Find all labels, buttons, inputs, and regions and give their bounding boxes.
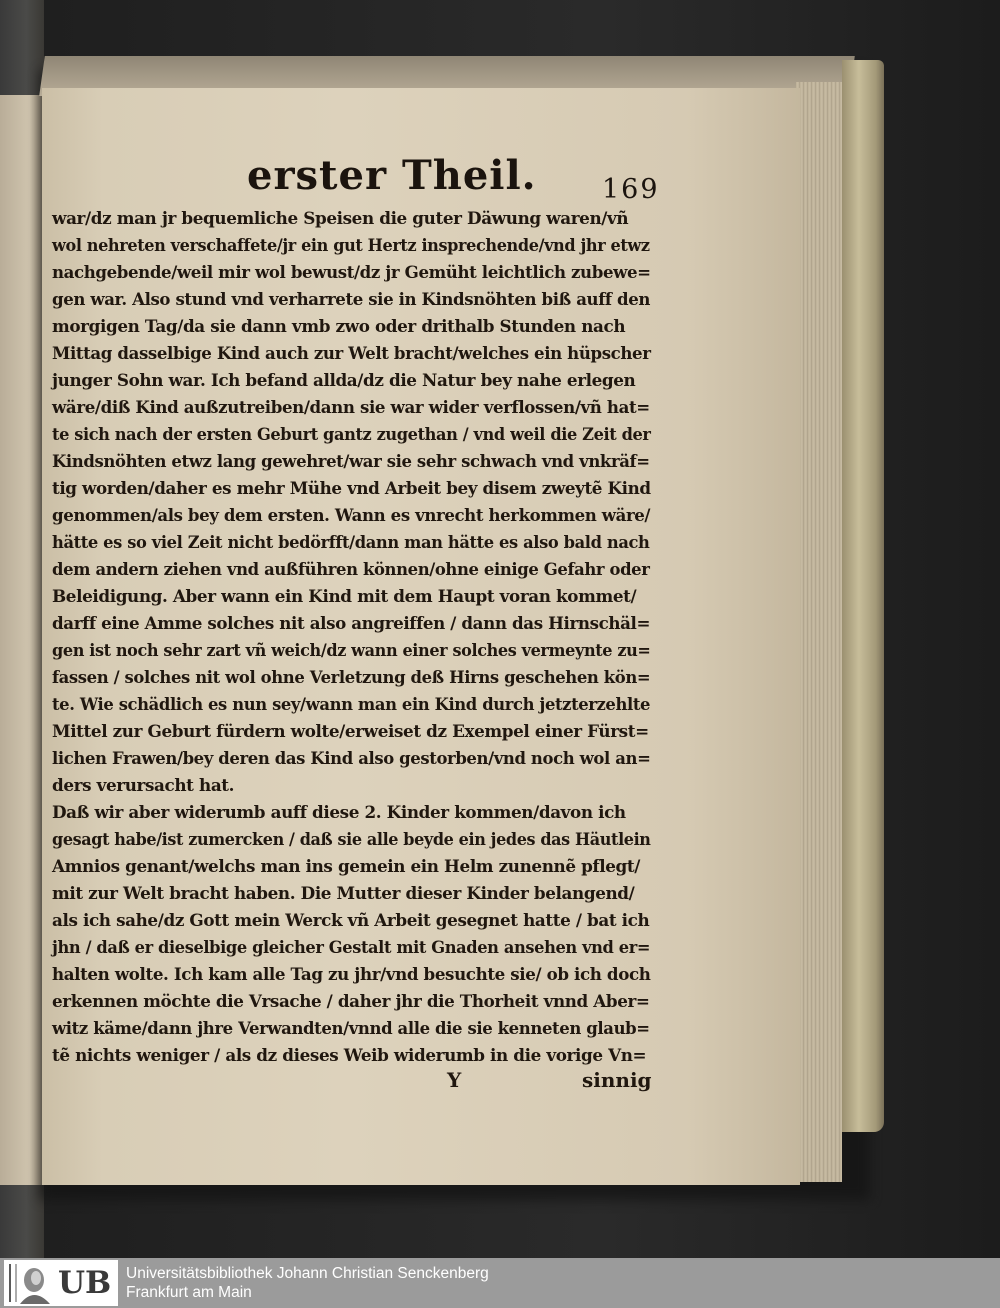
running-head: erster Theil. [247, 152, 537, 199]
text-line: tig worden/daher es mehr Mühe vnd Arbeit bey disem zweytẽ Kind [52, 479, 651, 499]
text-line: wäre/diß Kind außzutreiben/dann sie war wider verflossen/vñ hat= [52, 398, 650, 418]
text-line: als ich sahe/dz Gott mein Werck vñ Arbeit gesegnet hatte / bat ich [52, 911, 650, 931]
text-line: gen war. Also stund vnd verharrete sie in Kindsnöhten biß auff den [52, 290, 651, 310]
text-line: Amnios genant/welchs man ins gemein ein Helm zunennẽ pflegt/ [52, 857, 640, 877]
text-line: dem andern ziehen vnd außführen können/ohne einige Gefahr oder [52, 560, 650, 580]
text-line: erkennen möchte die Vrsache / daher jhr die Thorheit vnnd Aber= [52, 992, 650, 1012]
text-line: Mittag dasselbige Kind auch zur Welt bracht/welches ein hüpscher [52, 344, 651, 364]
text-line: Beleidigung. Aber wann ein Kind mit dem Haupt voran kommet/ [52, 587, 637, 607]
page-footer-line [52, 1068, 652, 1098]
text-line: witz käme/dann jhre Verwandten/vnnd alle die sie kenneten glaub= [52, 1019, 650, 1039]
library-name-line2: Frankfurt am Main [126, 1284, 252, 1301]
library-footer [0, 1258, 1000, 1308]
text-line: gesagt habe/ist zumercken / daß sie alle beyde ein jedes das Häutlein [52, 830, 651, 850]
text-line: genommen/als bey dem ersten. Wann es vnrecht herkommen wäre/ [52, 506, 651, 526]
text-line: halten wolte. Ich kam alle Tag zu jhr/vnd besuchte sie/ ob ich doch [52, 965, 651, 985]
page-header [42, 150, 800, 210]
senckenberg-portrait-icon [4, 1260, 54, 1306]
text-line: wol nehreten verschaffete/jr ein gut Hertz insprechende/vnd jhr etwz [52, 236, 650, 256]
book-cover-edge [842, 60, 884, 1132]
text-line: tẽ nichts weniger / als dz dieses Weib widerumb in die vorige Vn= [52, 1046, 647, 1066]
text-line: morgigen Tag/da sie dann vmb zwo oder drithalb Stunden nach [52, 317, 626, 337]
text-line: Daß wir aber widerumb auff diese 2. Kinder kommen/davon ich [52, 803, 626, 823]
text-line: nachgebende/weil mir wol bewust/dz jr Gemüht leichtlich zubewe= [52, 263, 651, 283]
text-line: mit zur Welt bracht haben. Die Mutter dieser Kinder belangend/ [52, 884, 635, 904]
facing-page-edge [0, 95, 42, 1185]
text-line: fassen / solches nit wol ohne Verletzung deß Hirns geschehen kön= [52, 668, 651, 688]
library-name-line1: Universitätsbibliothek Johann Christian Senckenberg [126, 1265, 489, 1282]
text-line: jhn / daß er dieselbige gleicher Gestalt mit Gnaden ansehen vnd er= [52, 938, 651, 958]
text-line: te sich nach der ersten Geburt gantz zugethan / vnd weil die Zeit der [52, 425, 651, 445]
catchword: sinnig [582, 1068, 652, 1092]
body-text [52, 206, 657, 1070]
page-number: 169 [602, 174, 660, 205]
text-line: Mittel zur Geburt fürdern wolte/erweiset dz Exempel einer Fürst= [52, 722, 649, 742]
library-logo[interactable] [4, 1260, 118, 1306]
text-line: war/dz man jr bequemliche Speisen die guter Däwung waren/vñ [52, 209, 629, 229]
text-line: te. Wie schädlich es nun sey/wann man ein Kind durch jetzterzehlte [52, 695, 651, 715]
text-line: gen ist noch sehr zart vñ weich/dz wann einer solches vermeynte zu= [52, 641, 651, 661]
text-line: Kindsnöhten etwz lang gewehret/war sie sehr schwach vnd vnkräf= [52, 452, 650, 472]
text-line: ders verursacht hat. [52, 776, 235, 796]
signature-mark: Y [447, 1068, 462, 1092]
text-line: junger Sohn war. Ich befand allda/dz die Natur bey nahe erlegen [52, 371, 636, 391]
text-line: hätte es so viel Zeit nicht bedörfft/dann man hätte es also bald nach [52, 533, 650, 553]
text-line: darff eine Amme solches nit also angreiffen / dann das Hirnschäl= [52, 614, 651, 634]
text-line: lichen Frawen/bey deren das Kind also gestorben/vnd noch wol an= [52, 749, 651, 769]
page-fore-edge [796, 82, 842, 1182]
library-name [126, 1264, 489, 1302]
logo-ub-text: UB [58, 1265, 112, 1301]
